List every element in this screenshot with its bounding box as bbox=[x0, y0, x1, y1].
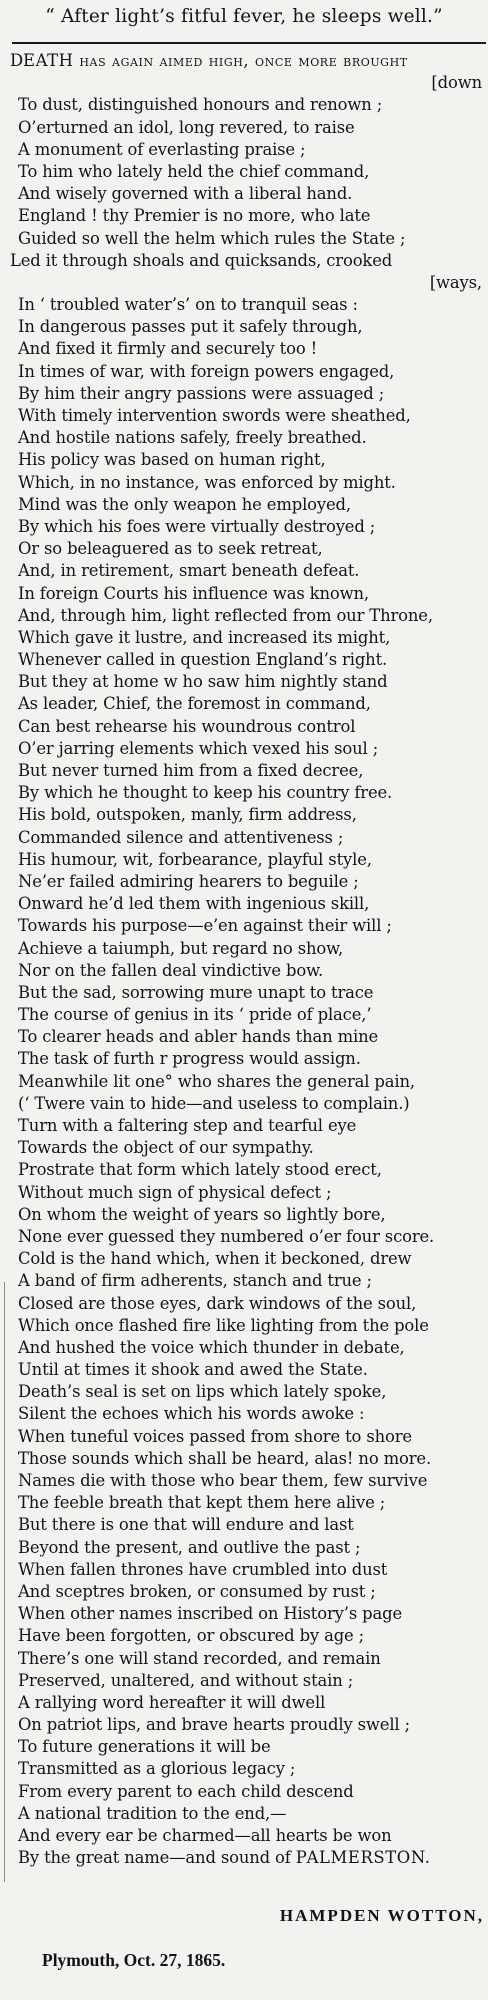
poem-line: By which his foes were virtually destroyed ; bbox=[18, 516, 376, 536]
poem-line: Mind was the only weapon he employed, bbox=[18, 494, 351, 514]
poem-line: Which once flashed fire like lighting from the pole bbox=[18, 1315, 429, 1335]
poem-line: As leader, Chief, the foremost in command, bbox=[18, 694, 371, 714]
poem-line: And wisely governed with a liberal hand. bbox=[18, 184, 353, 204]
poem-line: In foreign Courts his influence was known, bbox=[18, 583, 369, 603]
poem-line: By which he thought to keep his country free. bbox=[18, 783, 393, 803]
poem-line: Turn with a faltering step and tearful eye bbox=[18, 1116, 357, 1135]
poem-line: Have been forgotten, or obscured by age ; bbox=[18, 1626, 365, 1646]
poem-line: But never turned him from a fixed decree, bbox=[18, 761, 364, 780]
margin-mark bbox=[4, 1282, 5, 1882]
poem-line: The course of genius in its ‘ pride of place,’ bbox=[18, 1005, 372, 1025]
poem-line: [ways, bbox=[429, 272, 482, 292]
epigraph: “ After light’s fitful fever, he sleeps well.” bbox=[45, 6, 443, 27]
poem-line: And sceptres broken, or consumed by rust ; bbox=[18, 1581, 376, 1601]
poem-line: In dangerous passes put it safely through, bbox=[18, 317, 363, 337]
poem-line: To him who lately held the chief command, bbox=[18, 161, 370, 181]
poem-line: O’erturned an idol, long revered, to raise bbox=[18, 117, 355, 137]
poem-line: Beyond the present, and outlive the past ; bbox=[18, 1537, 361, 1557]
poem-line: But the sad, sorrowing mure unapt to trace bbox=[18, 982, 374, 1002]
poem-line: [down bbox=[431, 73, 482, 93]
poem-line: From every parent to each child descend bbox=[18, 1781, 354, 1801]
poem-line: Cold is the hand which, when it beckoned, drew bbox=[18, 1249, 412, 1269]
poem-line: And fixed it firmly and securely too ! bbox=[18, 339, 318, 359]
poem-line: Achieve a taiumph, but regard no show, bbox=[18, 938, 344, 958]
poem-line: A rallying word hereafter it will dwell bbox=[18, 1692, 326, 1712]
poem-line: In times of war, with foreign powers engaged, bbox=[18, 361, 395, 381]
poem-line: But they at home w ho saw him nightly stand bbox=[18, 672, 388, 692]
poem-line: To clearer heads and abler hands than mine bbox=[18, 1027, 379, 1047]
poem-line: (‘ Twere vain to hide—and useless to complain.) bbox=[18, 1093, 410, 1113]
poem-line: England ! thy Premier is no more, who late bbox=[18, 206, 371, 226]
poem-line: Towards his purpose—e’en against their will ; bbox=[18, 916, 392, 936]
poem-body bbox=[10, 50, 486, 1869]
poem-line: Guided so well the helm which rules the State ; bbox=[18, 228, 406, 248]
poem-line: Prostrate that form which lately stood erect, bbox=[18, 1160, 382, 1180]
poem-line: The task of furth r progress would assign. bbox=[18, 1049, 361, 1069]
author-signature: HAMPDEN WOTTON, bbox=[279, 1906, 484, 1925]
poem-line: None ever guessed they numbered o’er four score. bbox=[18, 1226, 435, 1246]
dateline: Plymouth, Oct. 27, 1865. bbox=[42, 1950, 226, 1970]
poem-line: Death’s seal is set on lips which lately spoke, bbox=[18, 1382, 387, 1402]
poem-line: Which gave it lustre, and increased its might, bbox=[18, 627, 391, 647]
poem-line: And hushed the voice which thunder in debate, bbox=[18, 1337, 405, 1357]
poem-line: To dust, distinguished honours and renown ; bbox=[18, 95, 383, 115]
poem-line: Silent the echoes which his words awoke : bbox=[18, 1404, 365, 1424]
poem-line: By him their angry passions were assuaged ; bbox=[18, 383, 385, 403]
poem-line: Can best rehearse his woundrous control bbox=[18, 716, 356, 736]
poem-line: Commanded silence and attentiveness ; bbox=[18, 827, 344, 847]
poem-line: Without much sign of physical defect ; bbox=[18, 1182, 332, 1202]
poem-line: Until at times it shook and awed the State. bbox=[18, 1360, 368, 1380]
poem-line: With timely intervention swords were sheathed, bbox=[18, 406, 411, 425]
poem-line: And every ear be charmed—all hearts be won bbox=[18, 1826, 392, 1845]
poem-line: Ne’er failed admiring hearers to beguile ; bbox=[18, 871, 359, 891]
divider-rule bbox=[12, 42, 486, 44]
poem-line: O’er jarring elements which vexed his soul ; bbox=[18, 738, 379, 758]
poem-line: And, through him, light reflected from our Throne, bbox=[18, 605, 433, 625]
poem-line: In ‘ troubled water’s’ on to tranquil seas : bbox=[18, 295, 358, 315]
poem-line: When fallen thrones have crumbled into dust bbox=[18, 1559, 388, 1579]
poem-line: On patriot lips, and brave hearts proudly swell ; bbox=[18, 1715, 410, 1735]
poem-line: Led it through shoals and quicksands, crooked bbox=[10, 250, 393, 270]
poem-line: A national tradition to the end,— bbox=[18, 1803, 287, 1823]
poem-line: Names die with those who bear them, few survive bbox=[18, 1471, 428, 1490]
poem-line: But there is one that will endure and last bbox=[18, 1515, 354, 1535]
poem-line: Transmitted as a glorious legacy ; bbox=[18, 1759, 296, 1779]
poem-line: Preserved, unaltered, and without stain ; bbox=[18, 1670, 354, 1690]
poem-line: Those sounds which shall be heard, alas! no more. bbox=[18, 1448, 432, 1468]
poem-line: There’s one will stand recorded, and remain bbox=[18, 1648, 381, 1668]
poem-line: When other names inscribed on History’s page bbox=[18, 1604, 402, 1624]
poem-line: His humour, wit, forbearance, playful style, bbox=[18, 849, 372, 869]
poem-line: His policy was based on human right, bbox=[18, 450, 326, 470]
poem-line: By the great name—and sound of PALMERSTON. bbox=[18, 1848, 431, 1868]
poem-line: When tuneful voices passed from shore to shore bbox=[18, 1426, 412, 1446]
poem-line: Towards the object of our sympathy. bbox=[18, 1138, 314, 1158]
poem-line: Closed are those eyes, dark windows of the soul, bbox=[18, 1293, 417, 1313]
poem-line: Nor on the fallen deal vindictive bow. bbox=[18, 960, 324, 980]
poem-line: On whom the weight of years so lightly bore, bbox=[18, 1204, 386, 1224]
poem-line: His bold, outspoken, manly, firm address, bbox=[18, 805, 357, 825]
poem-line: A monument of everlasting praise ; bbox=[18, 139, 306, 159]
poem-line: Whenever called in question England’s right. bbox=[18, 650, 388, 670]
poem-line: And, in retirement, smart beneath defeat. bbox=[18, 561, 360, 581]
poem-line: To future generations it will be bbox=[18, 1737, 271, 1757]
poem-line: DEATH has again aimed high, once more brought bbox=[10, 51, 408, 70]
poem-line: Which, in no instance, was enforced by might. bbox=[18, 472, 396, 492]
poem-line: A band of firm adherents, stanch and true ; bbox=[18, 1271, 372, 1291]
poem-line: Or so beleaguered as to seek retreat, bbox=[18, 539, 323, 559]
poem-line: The feeble breath that kept them here alive ; bbox=[18, 1493, 386, 1513]
poem-line: And hostile nations safely, freely breathed. bbox=[18, 428, 367, 448]
poem-line: Onward he’d led them with ingenious skill, bbox=[18, 894, 370, 914]
poem-line: Meanwhile lit one° who shares the general pain, bbox=[18, 1071, 415, 1091]
